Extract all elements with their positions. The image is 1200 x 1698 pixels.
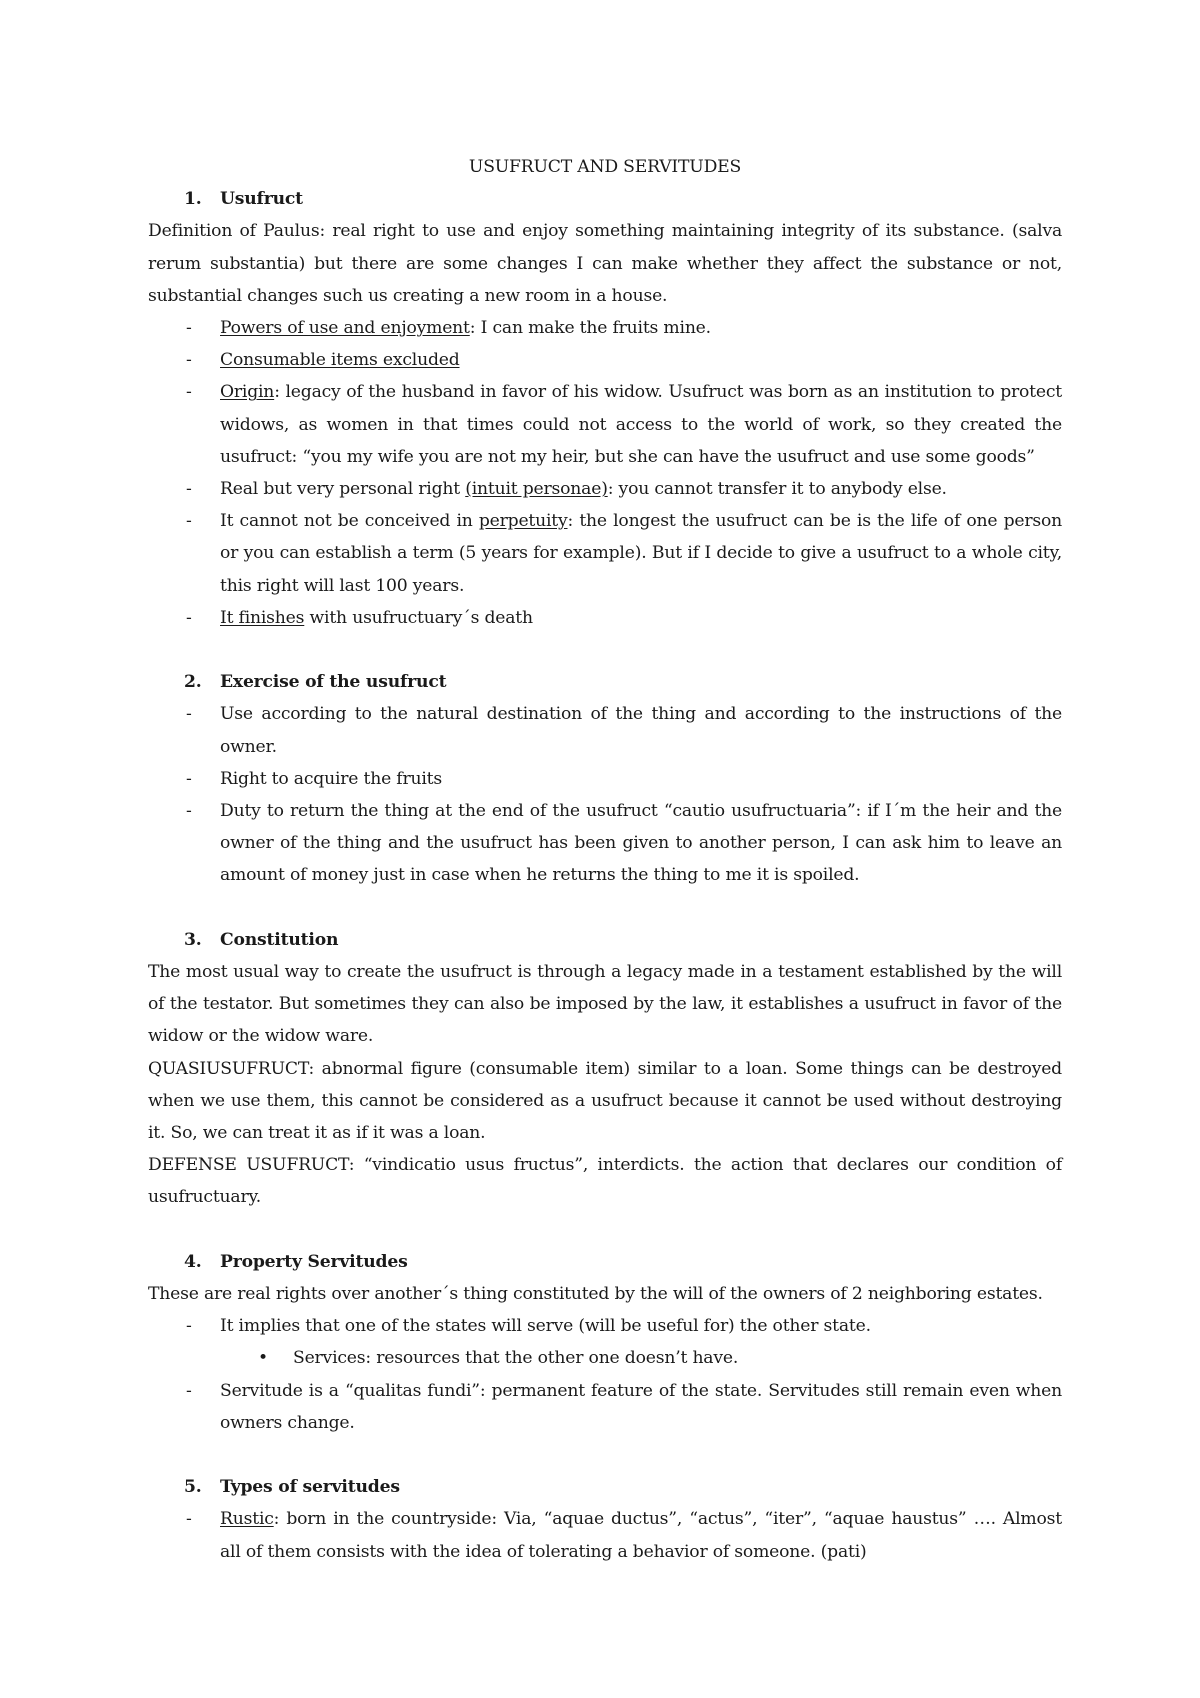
item-text: Real but very personal right	[220, 479, 466, 500]
paragraph: DEFENSE USUFRUCT: “vindicatio usus fructus”, interdicts. the action that declares our condition of usufructuary.	[148, 1155, 1062, 1208]
item-text: : the longest the usufruct can be is the life of one person or you can establish a term (5 years for example). But if I decide to give a usufruct to a whole city, this right will last 100 years.	[220, 511, 1062, 596]
blank-line	[148, 634, 1062, 666]
dash-marker: -	[186, 704, 192, 725]
section-heading	[148, 1246, 1062, 1278]
section-title: Exercise of the usufruct	[220, 672, 447, 693]
section-title: Property Servitudes	[220, 1251, 408, 1272]
underlined-term: Consumable items excluded	[220, 350, 460, 371]
section-number: 4.	[184, 1251, 202, 1272]
item-text: : I can make the fruits mine.	[469, 318, 711, 339]
list-item	[148, 795, 1062, 892]
dash-marker: -	[186, 350, 192, 371]
section-heading	[148, 183, 1062, 215]
list-item	[148, 763, 1062, 795]
section-title: Constitution	[220, 929, 339, 950]
section-property-servitudes	[148, 1246, 1062, 1439]
dash-marker: -	[186, 382, 192, 403]
dash-marker: -	[186, 511, 192, 532]
section-constitution	[148, 924, 1062, 1214]
underlined-term: (intuit personae)	[465, 479, 608, 500]
section-usufruct	[148, 183, 1062, 634]
item-text: Duty to return the thing at the end of the usufruct “cautio usufructuaria”: if I´m the heir and the owner of the thing and the usufruct has been given to another person, I can ask him to leave an amount of money just in case when he returns the thing to me it is spoiled.	[220, 801, 1062, 886]
section-exercise	[148, 666, 1062, 891]
dash-marker: -	[186, 607, 192, 628]
list-item	[148, 505, 1062, 602]
dash-list	[148, 312, 1062, 634]
dash-marker: -	[186, 768, 192, 789]
item-text: : legacy of the husband in favor of his widow. Usufruct was born as an institution to protect widows, as women in that times could not access to the world of work, so they created the usufruct: “you my wife you are not my heir, but she can have the usufruct and use some goods”	[220, 382, 1062, 467]
paragraph: The most usual way to create the usufruct is through a legacy made in a testament established by the will of the testator. But sometimes they can also be imposed by the law, it establishes a usufruct in favor of the widow or the widow ware.	[148, 962, 1062, 1047]
item-text: with usufructuary´s death	[304, 607, 533, 628]
blank-line	[148, 892, 1062, 924]
dash-marker: -	[186, 479, 192, 500]
item-text: Servitude is a “qualitas fundi”: permanent feature of the state. Servitudes still remain even when owners change.	[220, 1380, 1062, 1433]
dash-marker: -	[186, 318, 192, 339]
dash-list	[148, 1503, 1062, 1567]
section-number: 5.	[184, 1477, 202, 1498]
underlined-term: Rustic	[220, 1509, 274, 1530]
underlined-term: It finishes	[220, 607, 305, 628]
bullet-item	[148, 1342, 1062, 1374]
dash-marker: -	[186, 1509, 192, 1530]
section-number: 2.	[184, 672, 202, 693]
section-number: 1.	[184, 189, 202, 210]
blank-line	[148, 1439, 1062, 1471]
list-item	[148, 473, 1062, 505]
paragraph: These are real rights over another´s thing constituted by the will of the owners of 2 neighboring estates.	[148, 1284, 1043, 1305]
list-item	[148, 1310, 1062, 1342]
list-item	[148, 1503, 1062, 1567]
dash-marker: -	[186, 1316, 192, 1337]
paragraph: Definition of Paulus: real right to use and enjoy something maintaining integrity of its substance. (salva rerum substantia) but there are some changes I can make whether they affect the substance or not, substantial changes such us creating a new room in a house.	[148, 221, 1062, 306]
section-title: Usufruct	[220, 189, 303, 210]
dash-marker: -	[186, 801, 192, 822]
underlined-term: Origin	[220, 382, 275, 403]
item-text: : born in the countryside: Via, “aquae ductus”, “actus”, “iter”, “aquae haustus” …. Almost all of them consists with the idea of tolerating a behavior of someone. (pati)	[220, 1509, 1062, 1562]
document-title: USUFRUCT AND SERVITUDES	[468, 157, 742, 177]
list-item	[148, 312, 1062, 344]
section-heading	[148, 666, 1062, 698]
dash-marker: -	[186, 1380, 192, 1401]
bullet-icon: •	[258, 1348, 268, 1369]
dash-list	[148, 1375, 1062, 1439]
underlined-term: perpetuity	[478, 511, 568, 532]
item-text: Services: resources that the other one doesn’t have.	[293, 1348, 739, 1369]
underlined-term: Powers of use and enjoyment	[220, 318, 470, 339]
blank-line	[148, 1214, 1062, 1246]
dash-list	[148, 698, 1062, 891]
section-number: 3.	[184, 929, 202, 950]
section-heading	[148, 924, 1062, 956]
item-text: Use according to the natural destination of the thing and according to the instructions of the owner.	[220, 704, 1062, 757]
list-item	[148, 698, 1062, 762]
item-text: It implies that one of the states will serve (will be useful for) the other state.	[220, 1316, 871, 1337]
list-item	[148, 1375, 1062, 1439]
dash-list	[148, 1310, 1062, 1342]
item-text: It cannot not be conceived in	[220, 511, 479, 532]
section-title: Types of servitudes	[220, 1477, 400, 1498]
list-item	[148, 344, 1062, 376]
list-item	[148, 376, 1062, 473]
paragraph: QUASIUSUFRUCT: abnormal figure (consumable item) similar to a loan. Some things can be destroyed when we use them, this cannot be considered as a usufruct because it cannot be used without destroying it. So, we can treat it as if it was a loan.	[148, 1058, 1062, 1144]
list-item	[148, 602, 1062, 634]
section-types-of-servitudes	[148, 1471, 1062, 1568]
section-heading	[148, 1471, 1062, 1503]
item-text: : you cannot transfer it to anybody else.	[607, 479, 947, 500]
item-text: Right to acquire the fruits	[220, 768, 442, 789]
bullet-list	[148, 1342, 1062, 1374]
